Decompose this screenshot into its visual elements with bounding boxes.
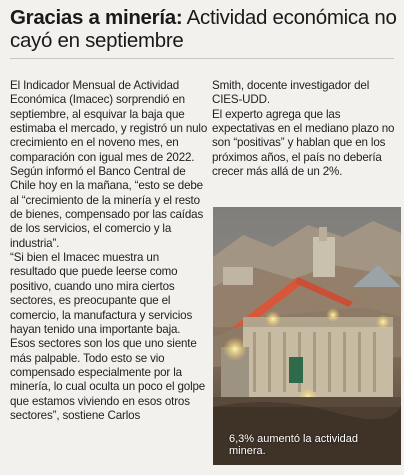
paragraph: El Indicador Mensual de Actividad Económica (Imacec) sorprendió en septiembre, al esquivar la baja que estimaba el mercado, y registró un nulo crecimiento en el noveno mes, en comparación con igual mes de 2022. Según informó el Banco Central de Chile hoy en la mañana, “esto se debe al “crecimiento de la minería y el resto de bienes, compensado por las caídas de los servicios, el comercio y la industria”. <box>10 79 208 250</box>
article-column-left <box>10 79 208 423</box>
headline <box>10 6 398 52</box>
paragraph: El experto agrega que las expectativas en el mediano plazo no son “positivas” y hablan que en los próximos años, el país no debería crecer más allá de un 2%. <box>212 107 395 179</box>
headline-divider <box>10 58 394 59</box>
photo-illustration <box>213 207 401 465</box>
paragraph: Smith, docente investigador del CIES-UDD. <box>212 79 370 107</box>
headline-rest: Actividad económica no cayó en septiembre <box>10 6 397 52</box>
headline-bold: Gracias a minería: <box>10 6 183 29</box>
mining-plant-photo <box>213 207 401 465</box>
paragraph: “Si bien el Imacec muestra un resultado que puede leerse como positivo, cuando uno mira ciertos sectores, es preocupante que el comercio, la manufactura y servicios hayan tenido una importante baja. Esos sectores son los que uno siente más palpable. Todo esto se vio compensado especialmente por la minería, lo cual oculta un poco el golpe que estamos viviendo en esos otros sectores”, sostiene Carlos <box>10 251 206 422</box>
photo-caption: 6,3% aumentó la actividad minera. <box>229 433 359 457</box>
article-column-right <box>212 79 398 179</box>
